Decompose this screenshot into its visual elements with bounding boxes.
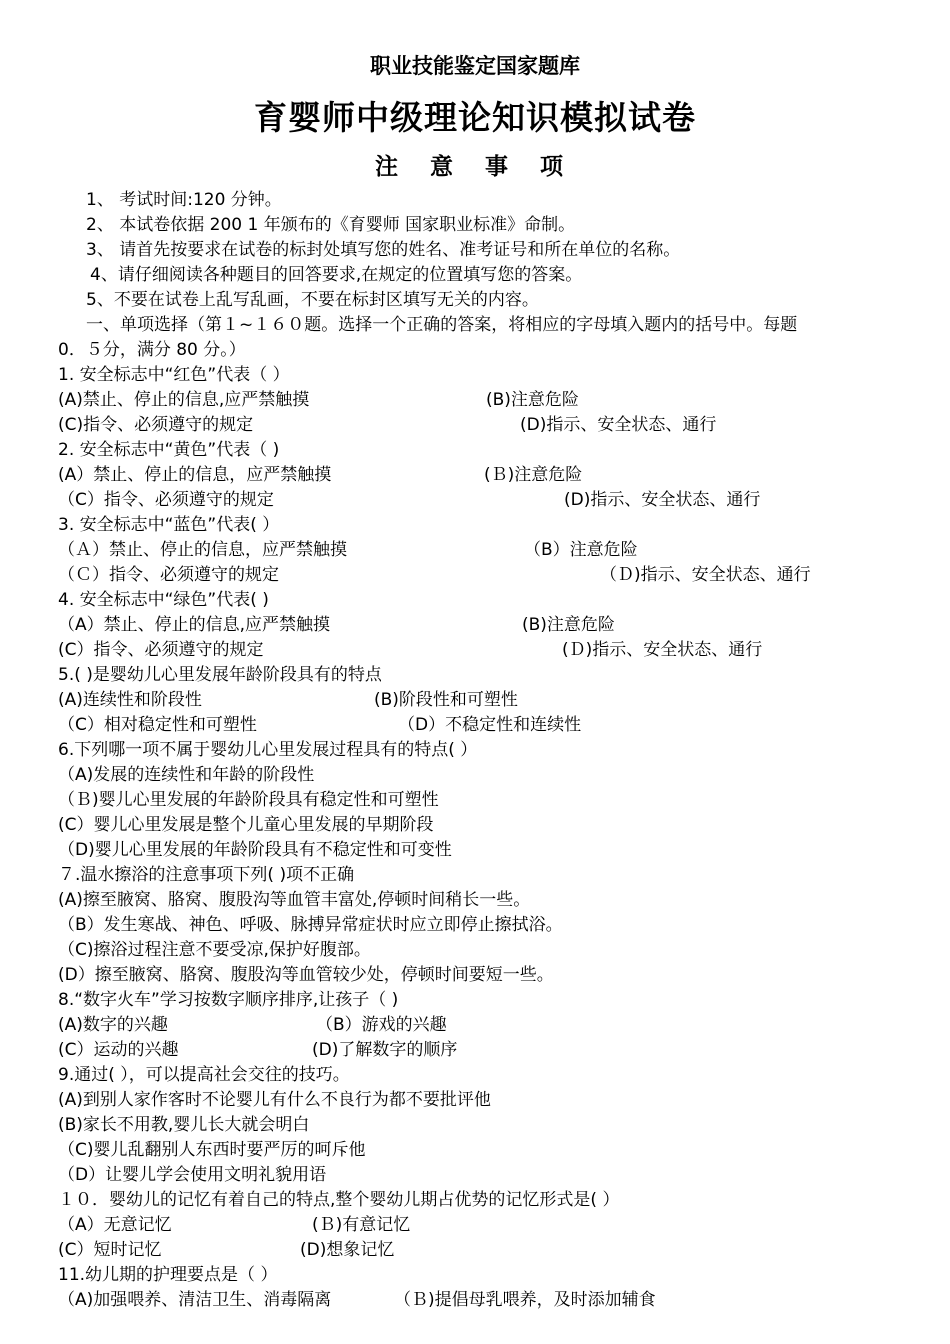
option-c: (C）婴儿心里发展是整个儿童心里发展的早期阶段 [58, 815, 434, 835]
option-c: （C)擦浴过程注意不要受凉,保护好腹部。 [58, 940, 371, 960]
question-stem: 1. 安全标志中“红色”代表（ ） [58, 365, 290, 385]
option-c: (C）短时记忆 [58, 1240, 162, 1260]
option-b: （Ｂ)婴儿心里发展的年龄阶段具有稳定性和可塑性 [58, 790, 439, 810]
option-b: (Ｂ)注意危险 [484, 465, 583, 485]
option-b: （B）发生寒战、神色、呼吸、脉搏异常症状时应立即停止擦拭浴。 [58, 915, 563, 935]
option-d: （Ｄ)指示、安全状态、通行 [600, 565, 811, 585]
exam-title: 育婴师中级理论知识模拟试卷 [254, 98, 696, 137]
section-instructions-cont: 0．５分，满分 80 分。） [58, 340, 246, 360]
option-a: （A）无意记忆 [58, 1215, 172, 1235]
option-c: (C）运动的兴趣 [58, 1040, 179, 1060]
option-c: （C）相对稳定性和可塑性 [58, 715, 257, 735]
option-b: (B)阶段性和可塑性 [374, 690, 518, 710]
option-c: (C)指令、必须遵守的规定 [58, 415, 254, 435]
notice-item: 4、请仔细阅读各种题目的回答要求,在规定的位置填写您的答案。 [90, 265, 583, 285]
option-d: (D)指示、安全状态、通行 [520, 415, 717, 435]
notice-heading: 注 意 事 项 [374, 154, 576, 180]
question-stem: 6.下列哪一项不属于婴幼儿心里发展过程具有的特点( ） [58, 740, 478, 760]
question-stem: 9.通过( ），可以提高社会交往的技巧。 [58, 1065, 350, 1085]
question-stem: 5.( )是婴幼儿心里发展年龄阶段具有的特点 [58, 665, 382, 685]
notice-item: 2、 本试卷依据 200 1 年颁布的《育婴师 国家职业标准》命制。 [86, 215, 576, 235]
section-instructions: 一、单项选择（第１~１６０题。选择一个正确的答案，将相应的字母填入题内的括号中。每题 [86, 315, 798, 335]
option-a: (A）禁止、停止的信息，应严禁触摸 [58, 465, 332, 485]
option-b: (B)家长不用教,婴儿长大就会明白 [58, 1115, 310, 1135]
question-stem: 4. 安全标志中“绿色”代表( ) [58, 590, 269, 610]
option-c: （C）指令、必须遵守的规定 [58, 490, 274, 510]
question-stem: 3. 安全标志中“蓝色”代表( ） [58, 515, 280, 535]
option-a: （A)加强喂养、清洁卫生、消毒隔离 [58, 1290, 332, 1310]
question-stem: １０．婴幼儿的记忆有着自己的特点,整个婴幼儿期占优势的记忆形式是( ） [58, 1190, 620, 1210]
option-a: (A)连续性和阶段性 [58, 690, 202, 710]
option-b: (B)注意危险 [486, 390, 579, 410]
option-b: （Ｂ)提倡母乳喂养，及时添加辅食 [394, 1290, 656, 1310]
notice-item: 3、 请首先按要求在试卷的标封处填写您的姓名、准考证号和所在单位的名称。 [86, 240, 681, 260]
option-a: （Ａ）禁止、停止的信息，应严禁触摸 [58, 540, 347, 560]
option-d: (D)想象记忆 [300, 1240, 395, 1260]
option-c: (C）指令、必须遵守的规定 [58, 640, 264, 660]
option-d: (Ｄ)指示、安全状态、通行 [562, 640, 763, 660]
option-d: （D）不稳定性和连续性 [398, 715, 582, 735]
option-a: (A)到别人家作客时不论婴儿有什么不良行为都不要批评他 [58, 1090, 491, 1110]
option-d: (D）擦至腋窝、胳窝、腹股沟等血管较少处，停顿时间要短一些。 [58, 965, 554, 985]
option-d: （D）让婴儿学会使用文明礼貌用语 [58, 1165, 327, 1185]
option-d: （D)婴儿心里发展的年龄阶段具有不稳定性和可变性 [58, 840, 452, 860]
option-b: （B）游戏的兴趣 [316, 1015, 447, 1035]
option-b: （B）注意危险 [524, 540, 638, 560]
option-d: (D)指示、安全状态、通行 [564, 490, 761, 510]
question-stem: 2. 安全标志中“黄色”代表（ ) [58, 440, 280, 460]
option-c: （Ｃ）指令、必须遵守的规定 [58, 565, 279, 585]
notice-item: 1、 考试时间:120 分钟。 [86, 190, 282, 210]
option-a: （A)发展的连续性和年龄的阶段性 [58, 765, 315, 785]
option-c: （C)婴儿乱翻别人东西时要严厉的呵斥他 [58, 1140, 366, 1160]
option-b: (B)注意危险 [522, 615, 615, 635]
option-a: (A)禁止、停止的信息,应严禁触摸 [58, 390, 310, 410]
option-a: (A)数字的兴趣 [58, 1015, 168, 1035]
notice-item: 5、不要在试卷上乱写乱画，不要在标封区填写无关的内容。 [86, 290, 539, 310]
question-stem: 8.“数字火车”学习按数字顺序排序,让孩子（ ) [58, 990, 399, 1010]
option-d: (D)了解数字的顺序 [312, 1040, 458, 1060]
option-a: （A）禁止、停止的信息,应严禁触摸 [58, 615, 331, 635]
question-stem: 11.幼儿期的护理要点是（ ） [58, 1265, 278, 1285]
question-stem: ７.温水擦浴的注意事项下列( )项不正确 [58, 865, 355, 885]
exam-bank-subtitle: 职业技能鉴定国家题库 [370, 54, 580, 78]
option-a: (A)擦至腋窝、胳窝、腹股沟等血管丰富处,停顿时间稍长一些。 [58, 890, 531, 910]
option-b: (Ｂ)有意记忆 [312, 1215, 411, 1235]
